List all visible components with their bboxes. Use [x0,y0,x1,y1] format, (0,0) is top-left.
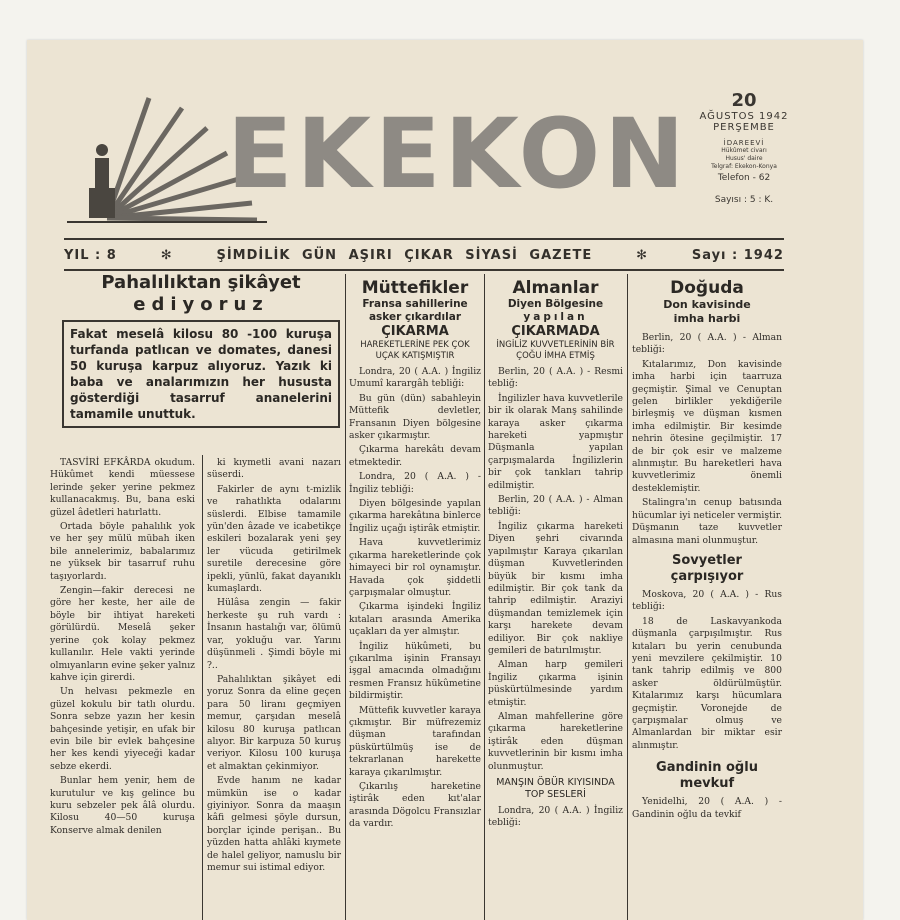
subhead: yapılan [523,311,588,323]
office-label: İDAREEVİ [723,139,765,147]
separator-star: ✻ [160,247,173,263]
issue-number: Sayı : 1942 [691,247,784,263]
paragraph: Kıtalarımız, Don kavisinde imha harbi için taarruza geçmiştir. Şimal ve Cenuptan gelen birlikler yekdiğerile birleşmiş ve düşman kısmen imha edilmiştir. Bir kesimde nehrin ötesine geçilmiştir. 17 de bir çok esir ve malzeme alınmıştır. Bu hareketleri hava kuvvetlerimiz önemli desteklemiştir. [632,358,782,494]
paragraph: TASVİRİ EFKÂRDA okudum. Hükûmet kendi müessese lerinde şeker yerine pekmez kullanacakmış. Bu, bana eski güzel âdetleri hatırlattı. [50,457,195,518]
headline-almanlar: Almanlar [512,278,599,298]
paragraph: Fakirler de aynı t-mizlik ve rahatlıkta odalarını süslerdi. Elbise tamamile yün'den âzade ve icabetikçe eskileri bozalarak yeni şey ler vücuda getirilmek suretile derecesine göre ipekli, yünlü, fakat dayanıklı kumaşlardı. [207,483,341,595]
paragraph: Ortada böyle pahalılık yok ve her şey mülü mübah iken bile annelerimiz, babalarımız ne yüksek bir tasarruf ruhu taşıyorlardı. [50,521,195,582]
issue-month-year: AĞUSTOS 1942 [699,111,789,122]
paragraph: Müttefik kuvvetler karaya çıkmıştır. Bir müfrezemiz düşman tarafından püskürtülmüş ise de tekrarlanan harekette karaya çıkarılmıştır. [349,704,481,778]
column-divider [345,274,346,920]
paragraph: Moskova, 20 ( A.A. ) - Rus tebliği: [632,588,782,613]
separator-star: ✻ [636,247,648,263]
issue-day: 20 [731,90,757,111]
telegraph-address: Telgraf: Ekekon-Konya [711,163,777,170]
subhead: ÇIKARMADA [511,324,600,339]
masthead [27,40,863,240]
paragraph: Çıkarılış hareketine iştirâk eden kıt'alar arasında Dögolcu Fransızlar da vardır. [349,781,481,830]
masthead-rule-bottom [64,269,784,271]
office-address-2: Husus' daire [725,155,763,162]
price-label: Sayısı : 5 : K. [714,195,774,205]
subhead: imha harbi [673,312,741,325]
paragraph: İngiliz hükûmeti, bu çıkarılma işinin Fransayı işgal amacında olmadığını resmen Fransız hükûmetine bildirmiştir. [349,640,481,702]
paragraph: Hülâsa zengin — fakir herkeste şu ruh vardı : İnsanın hastalığı var, ölümü var, yokluğu var. Yarını düşünmeli . Şimdi böyle mi ?.. [207,597,341,671]
subhead: asker çıkardılar [368,311,462,323]
paragraph: Berlin, 20 ( A.A. ) - Alman tebliği: [488,494,623,518]
paragraph: Berlin, 20 ( A.A. ) - Resmi tebliğ: [488,366,623,390]
subhead: MANŞIN ÖBÜR KIYISINDA TOP SESLERİ [496,777,615,800]
column-divider [627,274,628,920]
issue-weekday: PERŞEMBE [713,122,775,133]
paragraph: Bunlar hem yenir, hem de kurutulur ve kış gelince bu kuru sebzeler pek âlâ olurdu. Kilosu 40—50 kuruşa Konserve almak denilen [50,775,195,836]
strapline [64,244,784,266]
paragraph: Diyen bölgesinde yapılan çıkarma harekâtına binlerce İngiliz uçağı iştirâk etmiştir. [349,498,481,534]
year-label: YIL : 8 [64,247,117,263]
paragraph: Çıkarma harekâtı devam etmektedir. [349,444,481,468]
column-divider [202,455,203,920]
headline-pahalilik [67,272,335,316]
subhead: ÇIKARMA [381,324,449,339]
paragraph: Alman mahfellerine göre çıkarma hareketlerine iştirâk eden düşman kuvvetlerinin bir kısmı imha olunmuştur. [488,710,623,772]
motto: ŞİMDİLİK GÜN AŞIRI ÇIKAR SİYASİ GAZETE [216,247,593,263]
headline-summary-box: Fakat meselâ kilosu 80 -100 kuruşa turfanda patlıcan ve domates, danesi 50 kuruşa karpuz alıyoruz. Yazık ki baba ve analarımızın her hususta gösterdiği tasarruf ananelerini tamamile unuttuk. [62,320,340,428]
paragraph: Zengin—fakir derecesi ne göre her keste, her aile de böyle bir ihtiyat hareketi görülürdü. Meselâ şeker yerine çok kolay pekmez kullanılır. Hele vakti yerinde olmıyanların evine şeker yalnız kahve için girerdi. [50,585,195,683]
paragraph: Yenidelhi, 20 ( A.A. ) - Gandinin oğlu da tevkif [632,796,782,820]
paragraph: Londra, 20 ( A.A. ) İngiliz Umumî karargâh tebliği: [349,366,481,390]
newspaper-title: EKEKON [227,98,689,210]
headline-doguda: Doğuda [670,278,744,298]
paragraph: İngiliz çıkarma hareketi Diyen şehri civarında yapılmıştır Karaya çıkarılan düşman Kuvvetlerinden büyük bir kısmı imha edilmiştir. Bir çok tank da tahrip edilmiştir. Araziyi düşmandan temizlemek için karşı harekete devam ediliyor. Bir çok nakliye gemileri de batırılmıştır. [488,520,623,656]
masthead-rule-top [64,238,784,240]
paragraph: İngilizler hava kuvvetlerile bir ik olarak Manş sahilinde karaya asker çıkarma hareketi yapmıştır Düşmanla yapılan çarpışmalarda İngilizlerin bir çok tankları tahrip edilmiştir. [488,392,623,491]
paragraph: Londra, 20 ( A.A. ) - İngiliz tebliği: [349,471,481,495]
paragraph: Evde hanım ne kadar mümkün ise o kadar giyiniyor. Sonra da maaşın kâfi gelmesi şöyle dursun, borçlar içinde perişan.. Bu yüzden hatta ahlâki kıymete de halel geliyor, namuslu bir memur sui istimal ediyor. [207,775,341,873]
article-pahalilik-col-a [50,457,195,839]
paragraph: Pahalılıktan şikâyet edi yoruz Sonra da eline geçen para 50 liranı geçmiyen memur, çarşıdan meselâ kilosu 80 kuruşa patlıcan alıyor. Bir karpuza 50 kuruş veriyor. Kilosu 100 kuruşa et almaktan çekinmiyor. [207,673,341,772]
date-box [684,90,804,205]
subhead: Don kavisinde [663,298,751,311]
paragraph: Alman harp gemileri İngiliz çıkarma işinin püskürtülmesinde yardım etmiştir. [488,659,623,708]
headline-sovyetler-2: çarpışıyor [670,568,744,584]
subhead: Diyen Bölgesine [507,298,604,310]
paragraph: Çıkarma işindeki İngiliz kıtaları arasında Amerika uçakları da yer almıştır. [349,601,481,638]
paragraph: Un helvası pekmezle en güzel kokulu bir tatlı olurdu. Sonra sebze yazın her kesin bahçesinde yetişir, en ufak bir evin bile bir evlek bahçesine her kes kendi yiyeceği kadar sebze ekerdi. [50,686,195,772]
paragraph: Hava kuvvetlerimiz çıkarma hareketlerinde çok himayeci bir rol oynamıştır. Havada çok şiddetli çarpışmalar olmuştur. [349,537,481,598]
paragraph: Stalingra'ın cenup batısında hücumlar iyi neticeler vermiştir. Düşmanın taze kuvvetler almasına mani olunmuştur. [632,497,782,546]
telephone: Telefon - 62 [717,173,771,183]
headline-gandi: Gandinin oğlu [656,760,758,776]
paragraph: ki kıymetli avani nazarı süserdi. [207,457,341,481]
paragraph: 18 de Laskavyankoda düşmanla çarpışılmıştır. Rus kıtaları bu yerin cenubunda yeni mevzilere çekilmiştir. 10 tank tahrip edilmiş ve 800 asker öldürülmüştür. Kıtalarımız karşı hücumlara geçmiştir. Voronejde de çarpışmalar olmuş ve Almanlardan bir miktar esir alınmıştır. [632,615,782,751]
headline-gandi-2: mevkuf [679,776,735,792]
office-address-1: Hükûmet civarı [721,147,767,154]
article-pahalilik-col-b [207,457,341,876]
newspaper-page [27,40,863,920]
article-almanlar [488,278,623,832]
column-divider [484,274,485,920]
headline-sovyetler: Sovyetler [672,552,742,568]
paragraph: Londra, 20 ( A.A. ) İngiliz tebliği: [488,805,623,829]
headline-line-2: ediyoruz [133,294,269,315]
headline-muttefikler: Müttefikler [361,278,469,298]
headline-line-1: Pahalılıktan şikâyet [101,272,301,293]
subhead: HAREKETLERİNE PEK ÇOK UÇAK KATIŞMIŞTIR [360,340,470,361]
paragraph: Bu gün (dün) sabahleyin Müttefik devletler, Fransanın Diyen bölgesine asker çıkarmıştır. [349,392,481,442]
subhead: Fransa sahillerine [362,298,468,310]
paragraph: Berlin, 20 ( A.A. ) - Alman tebliği: [632,332,782,356]
article-muttefikler [349,278,481,833]
subhead: İNGİLİZ KUVVETLERİNİN BİR ÇOĞU İMHA ETMİŞ [496,340,615,361]
article-doguda [632,278,782,823]
